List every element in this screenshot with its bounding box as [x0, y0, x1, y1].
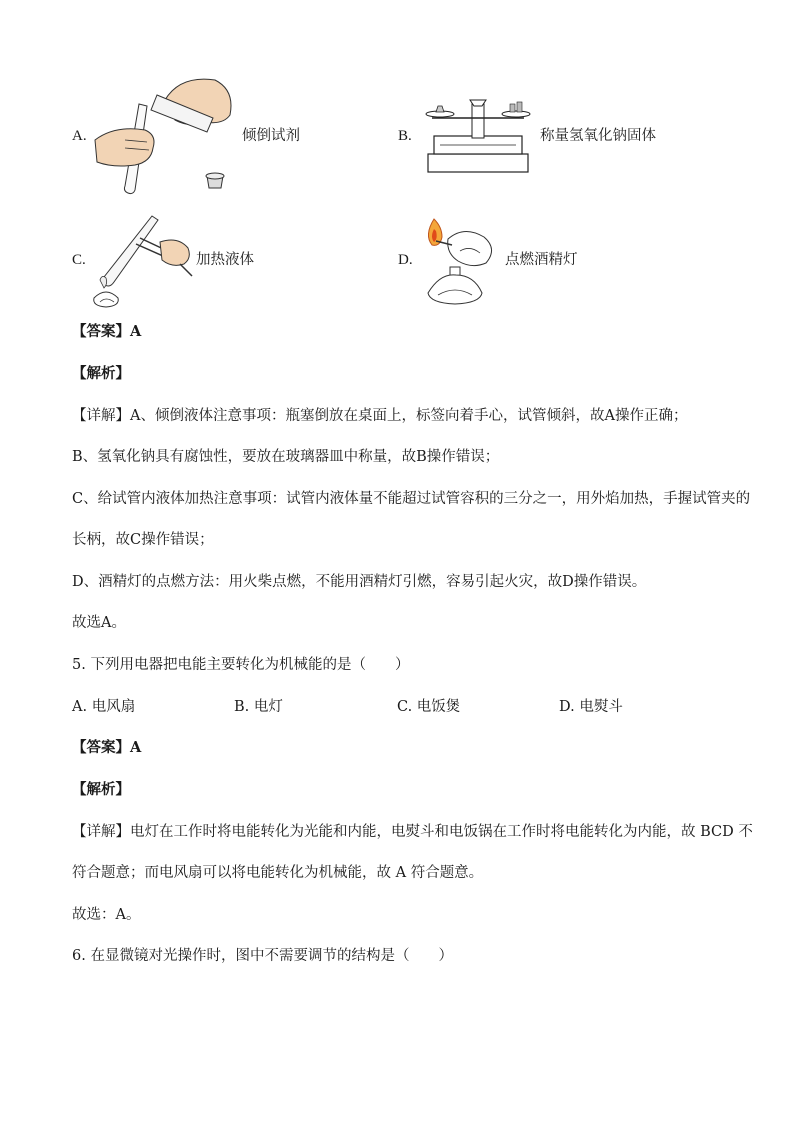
q5-option-c-letter: C.: [397, 699, 413, 715]
option-d-label: 点燃酒精灯: [505, 252, 578, 268]
q5-option-a: [72, 697, 135, 717]
q5-stem: 5. 下列用电器把电能主要转化为机械能的是（ ）: [72, 657, 410, 673]
q4-detail-line-3b: 长柄，故C操作错误；: [72, 532, 214, 548]
q4-detail-line-4: D、酒精灯的点燃方法：用火柴点燃，不能用酒精灯引燃，容易引起火灾，故D操作错误。: [72, 574, 647, 590]
option-b-label: 称量氢氧化钠固体: [540, 128, 656, 144]
q5-option-c: [397, 697, 460, 717]
q5-option-b-letter: B.: [234, 699, 250, 715]
q4-detail-line-3a: C、给试管内液体加热注意事项：试管内液体量不能超过试管容积的三分之一，用外焰加热，手握试管夹的: [72, 491, 751, 507]
option-b-letter: B.: [398, 128, 412, 144]
option-a-letter: A.: [72, 128, 87, 144]
q5-detail-line-2: 符合题意；而电风扇可以将电能转化为机械能，故 A 符合题意。: [72, 865, 484, 881]
option-d-letter: D.: [398, 252, 413, 268]
q5-analysis-tag: 【解析】: [72, 781, 130, 798]
heating-liquid-illustration: [90, 212, 195, 310]
q5-option-a-text: 电风扇: [91, 699, 136, 715]
q6-stem: 6. 在显微镜对光操作时，图中不需要调节的结构是（ ）: [72, 948, 453, 964]
q4-detail-line-1: 【详解】A、倾倒液体注意事项：瓶塞倒放在桌面上，标签向着手心，试管倾斜，故A操作正确；: [72, 408, 688, 424]
balance-scale-illustration: [422, 96, 534, 174]
q4-analysis-tag: 【解析】: [72, 365, 130, 382]
option-c-label: 加热液体: [196, 252, 254, 268]
q5-option-d-letter: D.: [559, 699, 575, 715]
q5-detail-line-1: 【详解】电灯在工作时将电能转化为光能和内能，电熨斗和电饭锅在工作时将电能转化为内能，故 BCD 不: [72, 824, 753, 840]
lighting-alcohol-lamp-illustration: [420, 215, 505, 305]
q4-answer-tag: 【答案】A: [72, 323, 142, 340]
option-a-label: 倾倒试剂: [242, 128, 300, 144]
q5-option-d-text: 电熨斗: [579, 699, 623, 715]
q5-option-c-text: 电饭煲: [416, 699, 461, 715]
q5-option-b: [234, 697, 283, 717]
option-c-letter: C.: [72, 252, 86, 268]
pouring-reagent-illustration: [95, 70, 245, 195]
q5-option-b-text: 电灯: [253, 699, 283, 715]
q4-conclusion: 故选A。: [72, 615, 126, 631]
q4-detail-line-2: B、氢氧化钠具有腐蚀性，要放在玻璃器皿中称量，故B操作错误；: [72, 449, 500, 465]
q5-option-a-letter: A.: [72, 699, 88, 715]
q5-conclusion: 故选：A。: [72, 907, 141, 923]
q5-option-d: [559, 697, 623, 717]
q5-answer-tag: 【答案】A: [72, 739, 142, 756]
